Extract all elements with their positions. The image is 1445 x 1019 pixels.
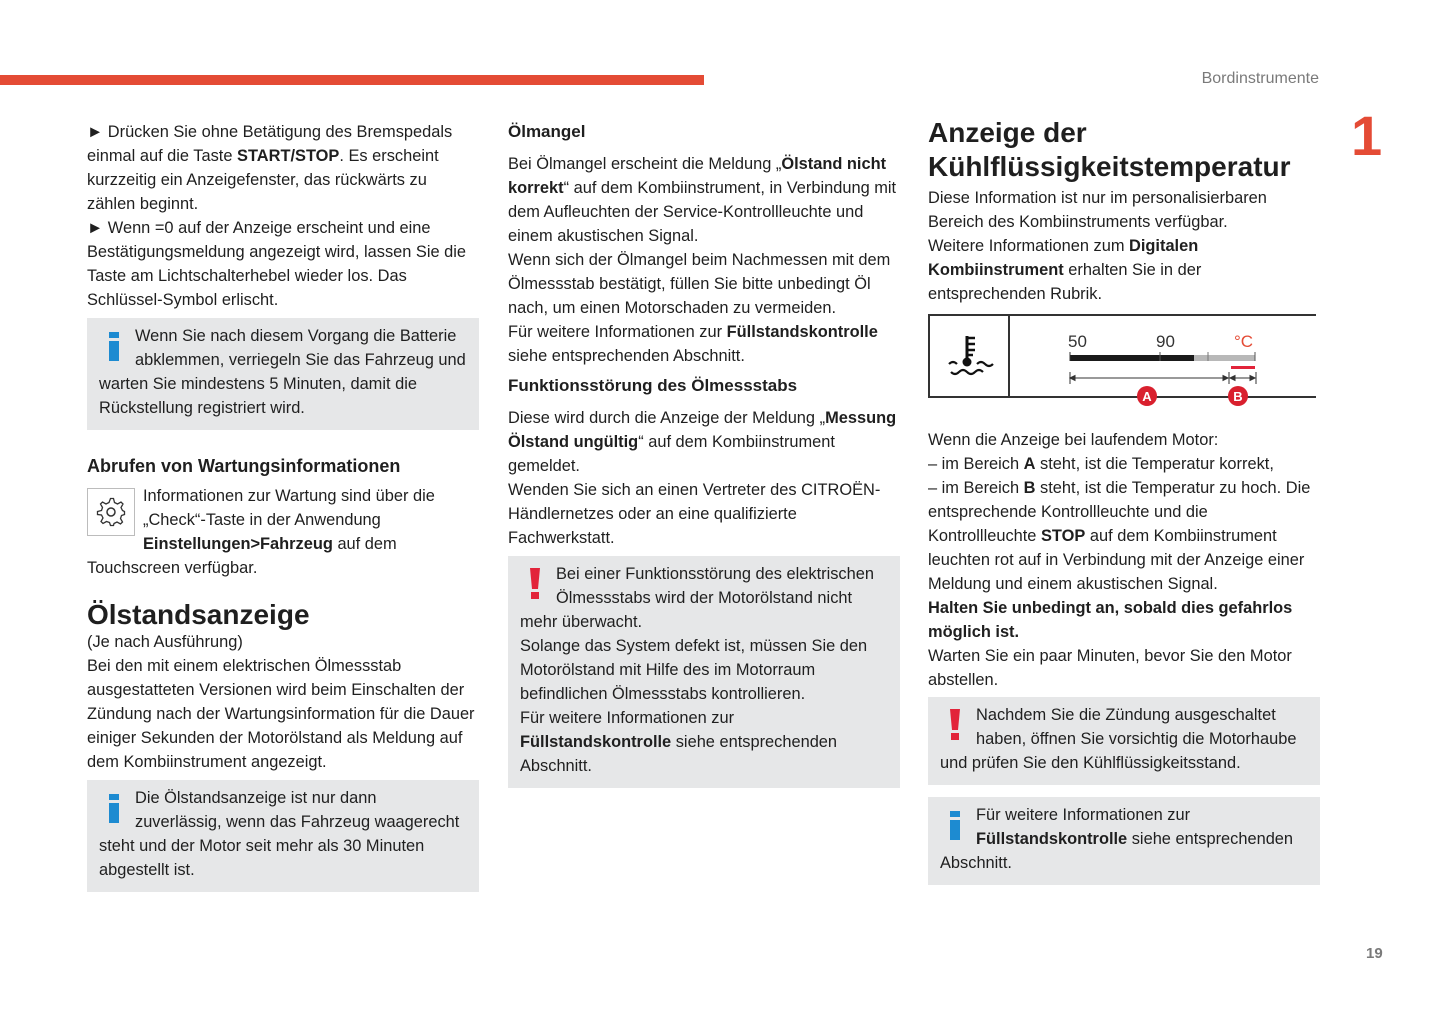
gauge-red-zone [1231, 366, 1255, 369]
gauge-unit: °C [1234, 332, 1254, 351]
zone-b-label: B [1233, 389, 1243, 404]
zone-b-item: – im Bereich B steht, ist die Temperatur zu hoch. Die entsprechende Kontrollleuchte und die Kontrollleuchte STOP auf dem Kombiinstrument leuchten rot auf in Verbindung mit der Anzeige einer Meldung und einem akustischen Signal. [928, 479, 1311, 593]
warning-box: Nachdem Sie die Zündung ausgeschaltet haben, öffnen Sie vorsichtig die Motorhaube und prüfen Sie den Kühlflüssigkeitsstand. [928, 697, 1320, 785]
section-heading-maintenance: Abrufen von Wartungsinformationen [87, 456, 401, 476]
warning-box: Bei einer Funktionsstörung des elektrischen Ölmessstabs wird der Motorölstand nicht mehr überwacht. Solange das System defekt ist, müssen Sie den Motorölstand mit Hilfe des im Motorraum befindlichen Ölmessstabs kontrollieren. Für weitere Informationen zur Füllstandskontrolle siehe entsprechenden Abschnitt. [508, 556, 900, 788]
warning-icon [520, 562, 556, 610]
zone-a-label: A [1142, 389, 1152, 404]
coolant-intro: Diese Information ist nur im personalisierbaren Bereich des Kombiinstruments verfügbar. [928, 189, 1267, 231]
zone-a-item: – im Bereich A steht, ist die Temperatur korrekt, [928, 455, 1274, 473]
dealer-paragraph: Wenden Sie sich an einen Vertreter des CITROËN-Händlernetzes oder an eine qualifizierte Fachwerkstatt. [508, 481, 881, 547]
chapter-accent-bar [0, 75, 704, 85]
oil-subtitle: (Je nach Ausführung) [87, 633, 243, 651]
gauge-label-50: 50 [1068, 332, 1087, 351]
info-icon [99, 324, 135, 372]
coolant-reference: Weitere Informationen zum Digitalen Kombiinstrument erhalten Sie in der entsprechenden Rubrik. [928, 237, 1202, 303]
section-heading-oil-shortage: Ölmangel [508, 122, 586, 141]
dipstick-fault-paragraph: Diese wird durch die Anzeige der Meldung „Messung Ölstand ungültig“ auf dem Kombiinstrument gemeldet. [508, 409, 897, 475]
engine-running-intro: Wenn die Anzeige bei laufendem Motor: [928, 431, 1219, 449]
info-box: Wenn Sie nach diesem Vorgang die Batterie abklemmen, verriegeln Sie das Fahrzeug und warten Sie mindestens 5 Minuten, damit die Rückstellung registriert wird. [87, 318, 479, 430]
gauge-label-90: 90 [1156, 332, 1175, 351]
step-2: ► Wenn =0 auf der Anzeige erscheint und eine Bestätigungsmeldung angezeigt wird, lassen Sie die Taste am Lichtschalterhebel wieder los. Das Schlüssel-Symbol erlischt. [87, 219, 467, 309]
page-number: 19 [1366, 945, 1383, 962]
level-check-reference: Für weitere Informationen zur Füllstandskontrolle siehe entsprechenden Abschnitt. [508, 323, 878, 365]
column-1 [87, 120, 479, 892]
column-2 [508, 120, 900, 788]
chapter-title: Bordinstrumente [1201, 70, 1319, 87]
warning-icon [940, 703, 976, 751]
oil-paragraph: Bei den mit einem elektrischen Ölmessstab ausgestatteten Versionen wird beim Einschalten der Zündung nach der Wartungsinformation für die Dauer einiger Sekunden der Motorölstand als Meldung auf dem Kombiinstrument angezeigt. [87, 657, 475, 771]
gauge-fill [1070, 355, 1194, 361]
oil-refill-paragraph: Wenn sich der Ölmangel beim Nachmessen mit dem Ölmessstab bestätigt, füllen Sie bitte unbedingt Öl nach, um einen Motorschaden zu vermeiden. [508, 251, 891, 317]
section-heading-oil-level: Ölstandsanzeige [87, 599, 310, 630]
column-3 [928, 117, 1320, 885]
oil-shortage-paragraph: Bei Ölmangel erscheint die Meldung „Ölstand nicht korrekt“ auf dem Kombiinstrument, in Verbindung mit dem Aufleuchten der Service-Kontrollleuchte und einem akustischen Signal. [508, 155, 897, 245]
section-heading-dipstick-fault: Funktionsstörung des Ölmessstabs [508, 376, 798, 395]
info-icon [940, 803, 976, 851]
gear-icon [87, 488, 135, 536]
section-heading-coolant: Anzeige der Kühlflüssigkeitstemperatur [928, 117, 1291, 182]
info-icon [99, 786, 135, 834]
stop-instruction: Halten Sie unbedingt an, sobald dies gefahrlos möglich ist. [928, 599, 1293, 641]
zone-marker-svg [928, 382, 1316, 412]
maintenance-paragraph: Informationen zur Wartung sind über die „Check“-Taste in der Anwendung Einstellungen>Fahrzeug auf dem Touchscreen verfügbar. [87, 487, 435, 577]
chapter-number: 1 [1351, 104, 1383, 167]
info-box: Die Ölstandsanzeige ist nur dann zuverlässig, wenn das Fahrzeug waagerecht steht und der Motor seit mehr als 30 Minuten abgestellt ist. [87, 780, 479, 892]
info-box: Für weitere Informationen zur Füllstandskontrolle siehe entsprechenden Abschnitt. [928, 797, 1320, 885]
wait-instruction: Warten Sie ein paar Minuten, bevor Sie den Motor abstellen. [928, 647, 1292, 689]
step-1: ► Drücken Sie ohne Betätigung des Bremspedals einmal auf die Taste START/STOP. Es erscheint kurzzeitig ein Anzeigefenster, das rückwärts zu zählen beginnt. [87, 123, 453, 213]
